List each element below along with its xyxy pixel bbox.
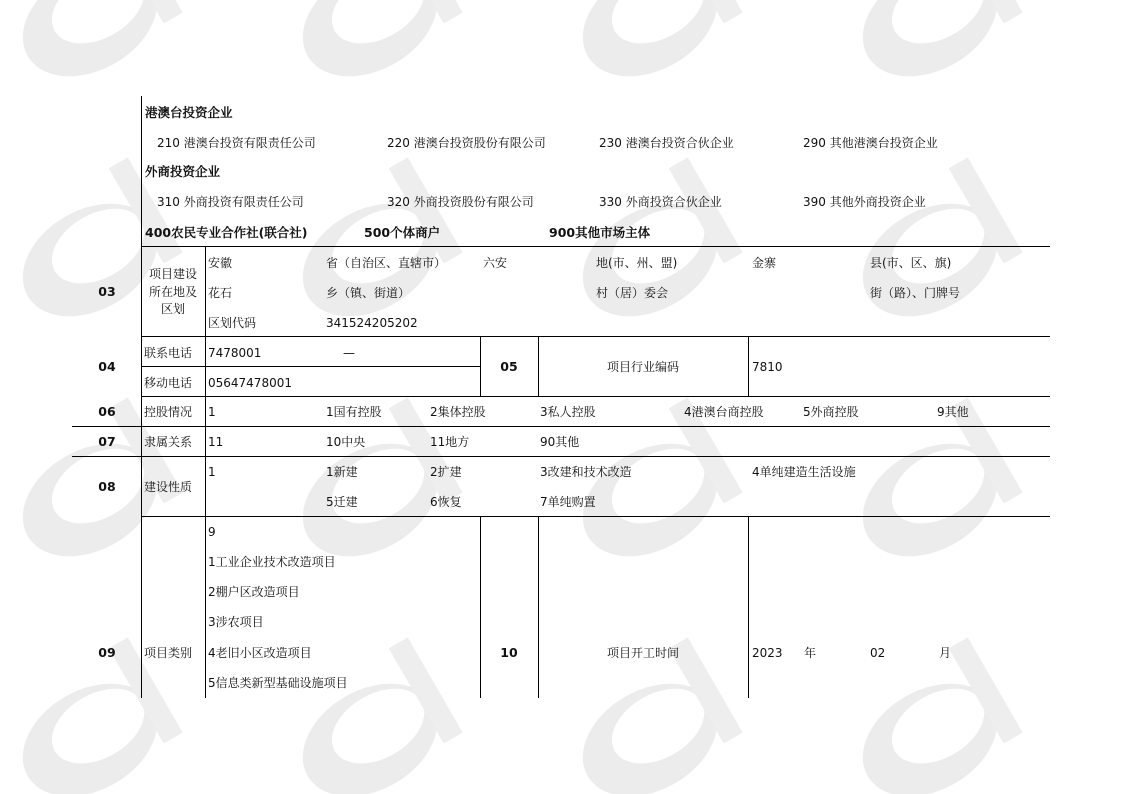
row-code-06: 06 (98, 404, 116, 419)
watermark-swoosh (553, 397, 748, 579)
start-month-value: 02 (870, 646, 886, 660)
col-line-row05-right (748, 336, 749, 396)
county-value: 金寨 (752, 256, 777, 270)
holding-option-3: 3私人控股 (540, 405, 596, 419)
project-category-value: 9 (208, 525, 216, 539)
province-value: 安徽 (208, 256, 233, 270)
foreign-option-320: 320 外商投资股份有限公司 (387, 195, 534, 209)
watermark-swoosh (273, 157, 468, 339)
phone-value: 7478001 (208, 346, 262, 360)
hk-option-220: 220 港澳台投资股份有限公司 (387, 136, 546, 150)
col-line-row10-mid (538, 516, 539, 698)
hk-option-290: 290 其他港澳台投资企业 (803, 136, 938, 150)
foreign-option-330: 330 外商投资合伙企业 (599, 195, 722, 209)
other-entity-option-900: 900其他市场主体 (549, 225, 651, 240)
rule-top-row09 (141, 516, 1050, 517)
watermark-swoosh (833, 397, 1028, 579)
county-suffix: 县(市、区、旗) (870, 256, 952, 270)
nature-option-4: 4单纯建造生活设施 (752, 465, 856, 479)
construction-nature-label: 建设性质 (144, 480, 193, 494)
category-option-2: 2棚户区改造项目 (208, 585, 300, 599)
row-code-09: 09 (98, 645, 116, 660)
holding-option-5: 5外商控股 (803, 405, 859, 419)
individual-option-500: 500个体商户 (364, 225, 441, 240)
rule-top-row04 (141, 336, 1050, 337)
holding-option-4: 4港澳台商控股 (684, 405, 764, 419)
hk-option-210: 210 港澳台投资有限责任公司 (157, 136, 316, 150)
holding-value: 1 (208, 405, 216, 419)
row-code-03: 03 (98, 284, 116, 299)
start-month-unit: 月 (939, 646, 952, 660)
town-suffix: 乡（镇、街道） (326, 286, 411, 300)
category-option-1: 1工业企业技术改造项目 (208, 555, 336, 569)
start-year-value: 2023 (752, 646, 783, 660)
start-year-unit: 年 (804, 646, 817, 660)
region-code-value: 341524205202 (326, 316, 418, 330)
category-option-3: 3涉农项目 (208, 615, 264, 629)
row-code-05: 05 (500, 359, 518, 374)
village-suffix: 村（居）委会 (596, 286, 669, 300)
city-suffix: 地(市、州、盟) (596, 256, 678, 270)
row03-label-line1: 项目建设 (148, 267, 197, 281)
rule-top-row07 (72, 426, 1050, 427)
row-code-07: 07 (98, 434, 116, 449)
watermark-swoosh (0, 0, 188, 99)
hk-investment-heading: 港澳台投资企业 (145, 105, 233, 120)
row03-label-line2: 所在地及 (148, 285, 197, 299)
project-category-label: 项目类别 (144, 646, 193, 660)
phone-dash: — (343, 346, 355, 360)
nature-option-3: 3改建和技术改造 (540, 465, 632, 479)
holding-option-2: 2集体控股 (430, 405, 486, 419)
nature-option-1: 1新建 (326, 465, 358, 479)
nature-option-6: 6恢复 (430, 495, 462, 509)
nature-option-5: 5迁建 (326, 495, 358, 509)
foreign-investment-heading: 外商投资企业 (145, 164, 221, 179)
holding-option-1: 1国有控股 (326, 405, 382, 419)
rule-row04-split (141, 366, 480, 367)
foreign-option-310: 310 外商投资有限责任公司 (157, 195, 304, 209)
row-code-10: 10 (500, 645, 518, 660)
watermark-swoosh (833, 0, 1028, 99)
holding-option-9: 9其他 (937, 405, 969, 419)
col-line-row10-right (748, 516, 749, 698)
affiliation-value: 11 (208, 435, 224, 449)
affiliation-option-10: 10中央 (326, 435, 366, 449)
nature-option-7: 7单纯购置 (540, 495, 596, 509)
street-suffix: 街（路）、门牌号 (870, 286, 961, 300)
rule-top-row08 (72, 456, 1050, 457)
hk-option-230: 230 港澳台投资合伙企业 (599, 136, 734, 150)
col-line-row10-left (480, 516, 481, 698)
col-line-label-right (205, 246, 206, 698)
watermark-swoosh (273, 0, 468, 99)
city-value: 六安 (483, 256, 508, 270)
foreign-option-390: 390 其他外商投资企业 (803, 195, 926, 209)
cooperative-option-400: 400农民专业合作社(联合社) (145, 225, 308, 240)
region-code-label: 区划代码 (208, 316, 257, 330)
category-option-4: 4老旧小区改造项目 (208, 646, 312, 660)
province-suffix: 省（自治区、直辖市） (326, 256, 447, 270)
town-value: 花石 (208, 286, 233, 300)
rule-top-row03 (141, 246, 1050, 247)
watermark-swoosh (833, 637, 1028, 794)
industry-code-label: 项目行业编码 (606, 360, 679, 374)
watermark-swoosh (553, 0, 748, 99)
phone-label: 联系电话 (144, 346, 193, 360)
rule-top-row06 (141, 396, 1050, 397)
watermark-swoosh (833, 157, 1028, 339)
watermark-swoosh (273, 397, 468, 579)
row-code-04: 04 (98, 359, 116, 374)
industry-code-value: 7810 (752, 360, 783, 374)
row03-label-line3: 区划 (160, 302, 185, 316)
nature-option-2: 2扩建 (430, 465, 462, 479)
affiliation-label: 隶属关系 (144, 435, 193, 449)
affiliation-option-90: 90其他 (540, 435, 580, 449)
holding-label: 控股情况 (144, 405, 193, 419)
mobile-label: 移动电话 (144, 376, 193, 390)
left-border-header (141, 96, 142, 246)
affiliation-option-11: 11地方 (430, 435, 470, 449)
construction-nature-value: 1 (208, 465, 216, 479)
category-option-5: 5信息类新型基础设施项目 (208, 676, 348, 690)
mobile-value: 05647478001 (208, 376, 292, 390)
watermark-swoosh (553, 157, 748, 339)
start-time-label: 项目开工时间 (606, 646, 679, 660)
row-code-08: 08 (98, 479, 116, 494)
